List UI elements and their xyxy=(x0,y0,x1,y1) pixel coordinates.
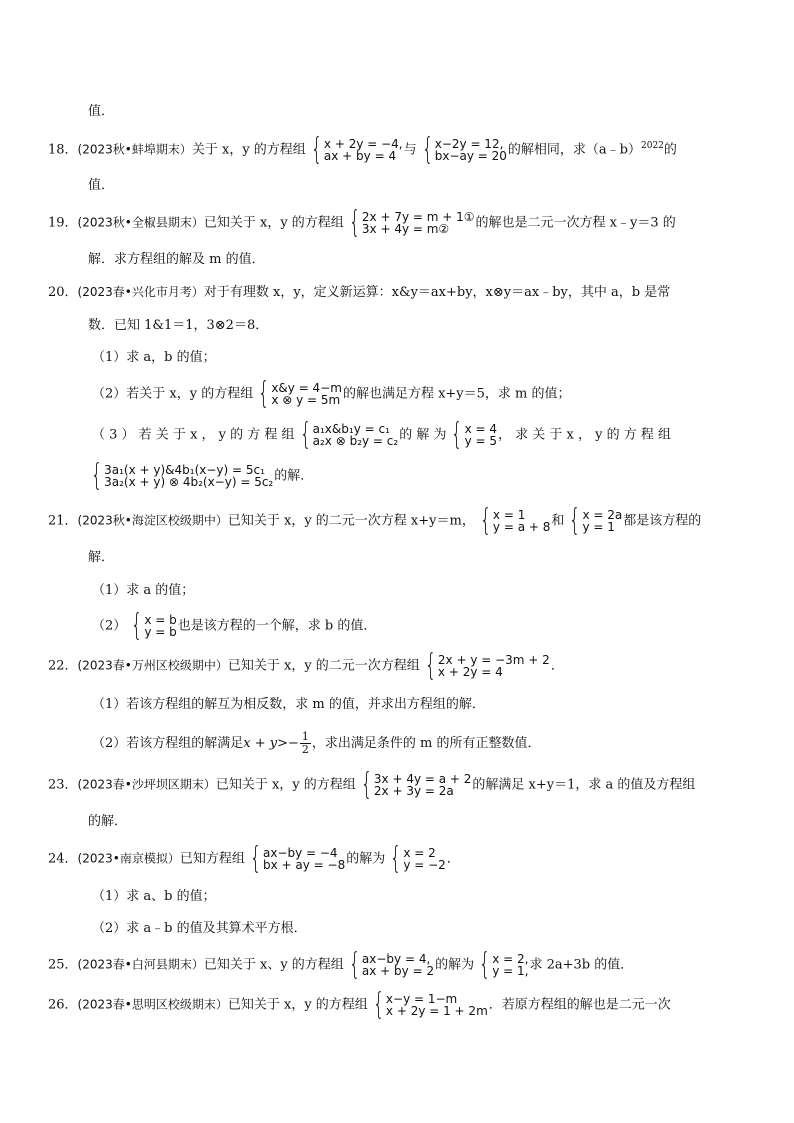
brace-icon: { xyxy=(131,608,143,643)
text: 已知方程组 xyxy=(179,851,245,867)
brace-icon: { xyxy=(348,947,361,982)
text: 已知关于 x，y 的二元一次方程 x+y＝m， xyxy=(227,513,475,529)
eq-row: a₂x ⊗ b₂y = c₂ xyxy=(312,434,399,448)
text: （1）若该方程组的解互为相反数，求 m 的值，并求出方程组的解． xyxy=(92,697,485,712)
equation-system xyxy=(345,205,475,240)
text: 的解． xyxy=(88,814,128,829)
brace-icon: { xyxy=(479,503,492,538)
eq-row: x = 1 xyxy=(492,508,526,522)
text: 解． xyxy=(88,550,115,565)
question-source: (2023秋•海淀区校级期中） xyxy=(77,513,228,528)
brace-icon: { xyxy=(390,841,402,876)
line xyxy=(88,811,127,833)
eq-row: x&y = 4−m xyxy=(271,381,342,395)
equation-system xyxy=(307,131,403,167)
brace-icon: { xyxy=(421,131,433,167)
text: 与 xyxy=(403,142,417,158)
eq-row: 2x + 7y = m + 1① xyxy=(361,210,475,224)
eq-row: x + 2y = −4, xyxy=(323,136,403,151)
eq-row: x + 2y = 1 + 2m xyxy=(385,1004,488,1018)
question-number: 24． xyxy=(48,851,78,867)
eq-row: bx + ay = −8 xyxy=(262,858,346,872)
eq-row: y = a + 8 xyxy=(492,520,551,534)
question-21 xyxy=(48,503,702,538)
question-number: 20． xyxy=(48,285,78,300)
eq-row: 3a₁(x + y)&4b₁(x−y) = 5c₁ xyxy=(104,463,265,477)
equation-system xyxy=(254,376,342,411)
text: 值． xyxy=(88,178,115,193)
part-1 xyxy=(92,886,216,908)
text: 已知关于 x，y 的方程组 xyxy=(227,997,368,1013)
text: 的解满足 x+y＝1，求 a 的值及方程组 xyxy=(472,777,696,793)
numerator: 1 xyxy=(301,730,309,743)
eq-row: 2x + 3y = 2a xyxy=(373,784,454,798)
eq-row: y = 1, xyxy=(492,964,529,978)
line-q17-tail xyxy=(88,101,114,123)
eq-row: 2x + y = −3m + 2 xyxy=(437,653,550,667)
inequality: x + y>− xyxy=(243,736,299,751)
question-source: (2023春•思明区校级期末） xyxy=(77,997,228,1012)
text: 的解为 xyxy=(435,957,475,973)
part-2 xyxy=(92,608,377,643)
equation-system xyxy=(565,503,623,538)
eq-row: 3a₂(x + y) ⊗ 4b₂(x−y) = 5c₂ xyxy=(104,475,274,489)
question-number: 23． xyxy=(48,777,78,793)
eq-row: a₁x&b₁y = c₁ xyxy=(312,422,390,436)
line xyxy=(88,315,268,337)
eq-row: x ⊗ y = 5m xyxy=(271,393,341,407)
text: （2） xyxy=(92,618,127,634)
eq-row: x = 2 xyxy=(403,846,436,860)
text: 的解也满足方程 x+y＝5，求 m 的值； xyxy=(342,386,571,402)
text: 的解为 xyxy=(346,851,386,867)
text: （2）若关于 x，y 的方程组 xyxy=(92,386,254,402)
text: 和 xyxy=(551,513,565,529)
line xyxy=(88,547,114,569)
question-18 xyxy=(48,131,677,167)
eq-row: 3x + 4y = a + 2 xyxy=(373,772,472,786)
eq-row: x = 2a xyxy=(582,508,623,522)
equation-system xyxy=(296,417,399,452)
part-1 xyxy=(92,580,194,602)
line xyxy=(88,249,265,271)
text: 对于有理数 x，y，定义新运算：x&y＝ax+by，x⊗y＝ax﹣by，其中 a，b 是常 xyxy=(203,285,671,300)
text: （1）求 a、b 的值； xyxy=(92,889,216,904)
equation-system xyxy=(127,608,177,643)
question-source: (2023•南京模拟） xyxy=(77,851,180,866)
brace-icon: { xyxy=(90,458,103,493)
question-26 xyxy=(48,987,671,1022)
text: ． xyxy=(550,658,564,674)
question-23 xyxy=(48,767,696,802)
brace-icon: { xyxy=(299,417,311,452)
question-number: 19． xyxy=(48,215,78,231)
question-number: 18． xyxy=(48,142,78,158)
text: （2）求 a﹣b 的值及其算术平方根． xyxy=(92,921,307,936)
eq-row: x−2y = 12, xyxy=(434,136,504,151)
eq-row: ax−by = 4, xyxy=(361,952,431,966)
part-2 xyxy=(92,376,571,411)
question-source: (2023春•沙坪坝区期末） xyxy=(77,777,216,792)
text: 解．求方程组的解及 m 的值． xyxy=(88,252,265,267)
question-24 xyxy=(48,841,460,876)
text: 的解． xyxy=(274,468,314,484)
brace-icon: { xyxy=(310,131,323,167)
brace-icon: { xyxy=(451,417,463,452)
equation-system xyxy=(246,841,346,876)
equation-system xyxy=(476,503,551,538)
question-22 xyxy=(48,648,564,683)
text: 都是该方程的 xyxy=(623,513,702,529)
text: ．若原方程组的解也是二元一次 xyxy=(488,997,671,1013)
text: 的 解 为 xyxy=(399,427,447,443)
eq-row: x + 2y = 4 xyxy=(437,665,503,679)
eq-row: x = 4 xyxy=(464,422,497,436)
text: （1）求 a，b 的值； xyxy=(92,350,216,365)
eq-row: ax + by = 2 xyxy=(361,964,435,978)
brace-icon: { xyxy=(569,503,581,538)
text: 求 2a+3b 的值． xyxy=(529,957,634,973)
eq-row: 3x + 4y = m② xyxy=(361,222,450,236)
text: （1）求 a 的值； xyxy=(92,583,195,598)
text: ，求出满足条件的 m 的所有正整数值． xyxy=(311,736,541,751)
question-20 xyxy=(48,281,670,304)
part-1 xyxy=(92,694,485,716)
brace-icon: { xyxy=(360,767,373,802)
text: 也是该方程的一个解，求 b 的值． xyxy=(177,618,377,634)
text: ． xyxy=(446,851,460,867)
text: （ 3 ） 若 关 于 x ， y 的 方 程 组 xyxy=(92,427,295,443)
part-1 xyxy=(92,347,216,369)
eq-row: ax + by = 4 xyxy=(323,148,397,163)
part-2 xyxy=(92,918,307,940)
question-number: 22． xyxy=(48,658,78,674)
text: 已知关于 x，y 的方程组 xyxy=(215,777,356,793)
text: 值． xyxy=(88,104,115,119)
solution-system xyxy=(475,947,529,982)
text: （2）若该方程组的解满足 xyxy=(92,736,244,751)
part-3 xyxy=(92,417,671,452)
equation-system xyxy=(418,131,507,167)
question-25 xyxy=(48,947,634,982)
equation-system xyxy=(87,458,274,493)
question-source: (2023秋•蚌埠期末） xyxy=(77,142,192,157)
brace-icon: { xyxy=(372,987,385,1022)
text: ， 求 关 于 x ， y 的 方 程 组 xyxy=(498,427,671,443)
brace-icon: { xyxy=(249,841,262,876)
question-source: (2023秋•全椒县期末） xyxy=(77,215,204,230)
solution-system xyxy=(447,417,497,452)
eq-row: bx−ay = 20 xyxy=(434,148,507,163)
eq-row: y = 5 xyxy=(464,434,497,448)
question-number: 21． xyxy=(48,513,78,529)
brace-icon: { xyxy=(478,947,491,982)
text: 关于 x，y 的方程组 xyxy=(191,142,306,158)
equation-system xyxy=(369,987,488,1022)
equation-system xyxy=(421,648,550,683)
exponent: 2022 xyxy=(641,141,664,151)
eq-row: ax−by = −4 xyxy=(262,846,338,860)
text: 数．已知 1&1＝1，3⊗2＝8． xyxy=(88,318,269,333)
question-source: (2023春•万州区校级期中） xyxy=(77,658,228,673)
text: 的解相同，求（a﹣b） xyxy=(507,142,641,158)
eq-row: y = 1 xyxy=(582,520,615,534)
brace-icon: { xyxy=(424,648,437,683)
brace-icon: { xyxy=(348,205,361,240)
fraction xyxy=(300,731,311,756)
denominator: 2 xyxy=(301,743,309,756)
eq-row: x = b xyxy=(144,613,177,627)
line xyxy=(86,458,314,493)
text: 已知关于 x、y 的方程组 xyxy=(203,957,344,973)
question-source: (2023春•白河县期末） xyxy=(77,957,204,972)
question-number: 25． xyxy=(48,957,78,973)
text: 已知关于 x，y 的二元一次方程组 xyxy=(227,658,420,674)
question-19 xyxy=(48,205,676,240)
eq-row: x−y = 1−m xyxy=(385,992,458,1006)
question-source: (2023春•兴化市月考） xyxy=(77,285,204,299)
equation-system xyxy=(345,947,435,982)
brace-icon: { xyxy=(258,376,270,411)
line xyxy=(88,175,114,197)
eq-row: x = 2, xyxy=(492,952,529,966)
part-2 xyxy=(92,731,541,756)
eq-row: y = −2 xyxy=(403,858,446,872)
solution-system xyxy=(386,841,446,876)
text: 的 xyxy=(663,142,677,158)
equation-system xyxy=(357,767,472,802)
eq-row: y = b xyxy=(144,625,177,639)
text: 已知关于 x，y 的方程组 xyxy=(203,215,344,231)
text: 的解也是二元一次方程 x﹣y＝3 的 xyxy=(475,215,676,231)
question-number: 26． xyxy=(48,997,78,1013)
